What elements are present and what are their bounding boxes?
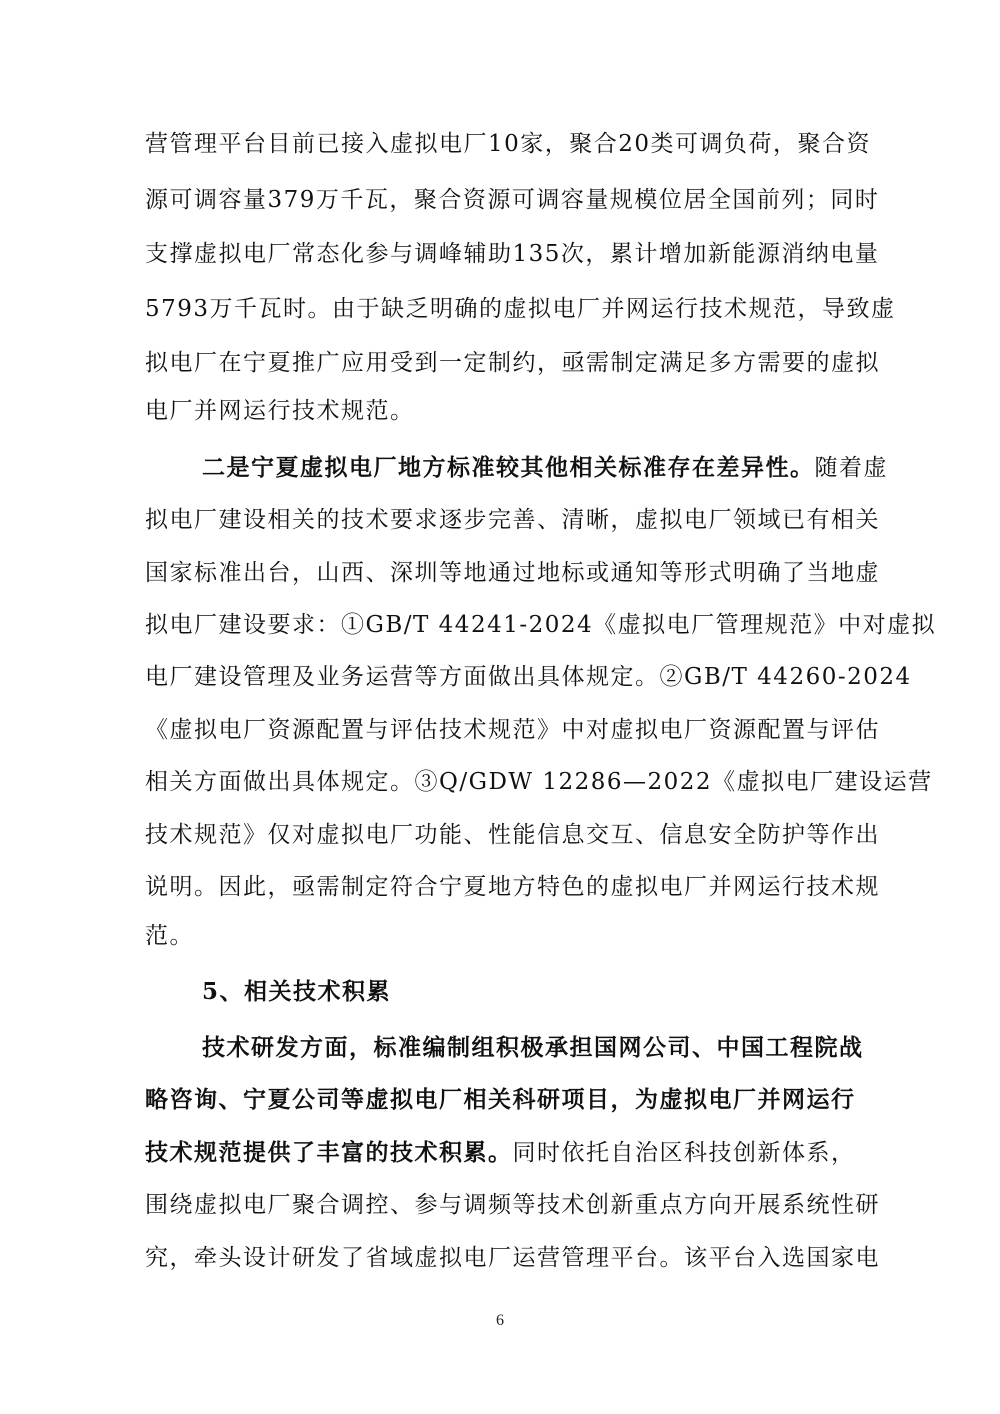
paragraph-line: 技术规范提供了丰富的技术积累。同时依托自治区科技创新体系， — [145, 1139, 856, 1166]
section-heading: 5、相关技术积累 — [202, 978, 392, 1005]
paragraph-line: 5793万千瓦时。由于缺乏明确的虚拟电厂并网运行技术规范，导致虚 — [145, 296, 896, 322]
paragraph-line: 略咨询、宁夏公司等虚拟电厂相关科研项目，为虚拟电厂并网运行 — [145, 1086, 856, 1113]
paragraph-line: 相关方面做出具体规定。③Q/GDW 12286—2022《虚拟电厂建设运营 — [145, 769, 933, 795]
paragraph-line: 《虚拟电厂资源配置与评估技术规范》中对虚拟电厂资源配置与评估 — [145, 717, 880, 743]
page-number: 6 — [496, 1312, 504, 1329]
paragraph-line: 拟电厂在宁夏推广应用受到一定制约，亟需制定满足多方需要的虚拟 — [145, 350, 880, 376]
paragraph-line: 拟电厂建设要求：①GB/T 44241-2024《虚拟电厂管理规范》中对虚拟 — [145, 612, 937, 638]
paragraph-line: 源可调容量379万千瓦，聚合资源可调容量规模位居全国前列；同时 — [145, 187, 880, 213]
paragraph-line: 围绕虚拟电厂聚合调控、参与调频等技术创新重点方向开展系统性研 — [145, 1192, 880, 1218]
paragraph-line: 究，牵头设计研发了省域虚拟电厂运营管理平台。该平台入选国家电 — [145, 1245, 880, 1271]
paragraph-line: 电厂建设管理及业务运营等方面做出具体规定。②GB/T 44260-2024 — [145, 664, 912, 690]
paragraph-line: 拟电厂建设相关的技术要求逐步完善、清晰，虚拟电厂领域已有相关 — [145, 507, 880, 533]
paragraph-line: 技术规范》仅对虚拟电厂功能、性能信息交互、信息安全防护等作出 — [145, 822, 880, 848]
paragraph-line: 技术研发方面，标准编制组积极承担国网公司、中国工程院战 — [202, 1034, 864, 1061]
bold-lead: 二是宁夏虚拟电厂地方标准较其他相关标准存在差异性。 — [202, 454, 815, 481]
paragraph-line: 支撑虚拟电厂常态化参与调峰辅助135次，累计增加新能源消纳电量 — [145, 241, 880, 267]
paragraph-line: 国家标准出台，山西、深圳等地通过地标或通知等形式明确了当地虚 — [145, 560, 880, 586]
paragraph-line: 二是宁夏虚拟电厂地方标准较其他相关标准存在差异性。随着虚 — [202, 454, 888, 481]
paragraph-line: 营管理平台目前已接入虚拟电厂10家，聚合20类可调负荷，聚合资 — [145, 131, 872, 157]
paragraph-line: 电厂并网运行技术规范。 — [145, 398, 415, 424]
paragraph-line: 说明。因此，亟需制定符合宁夏地方特色的虚拟电厂并网运行技术规 — [145, 874, 880, 900]
paragraph-line: 范。 — [145, 923, 194, 949]
